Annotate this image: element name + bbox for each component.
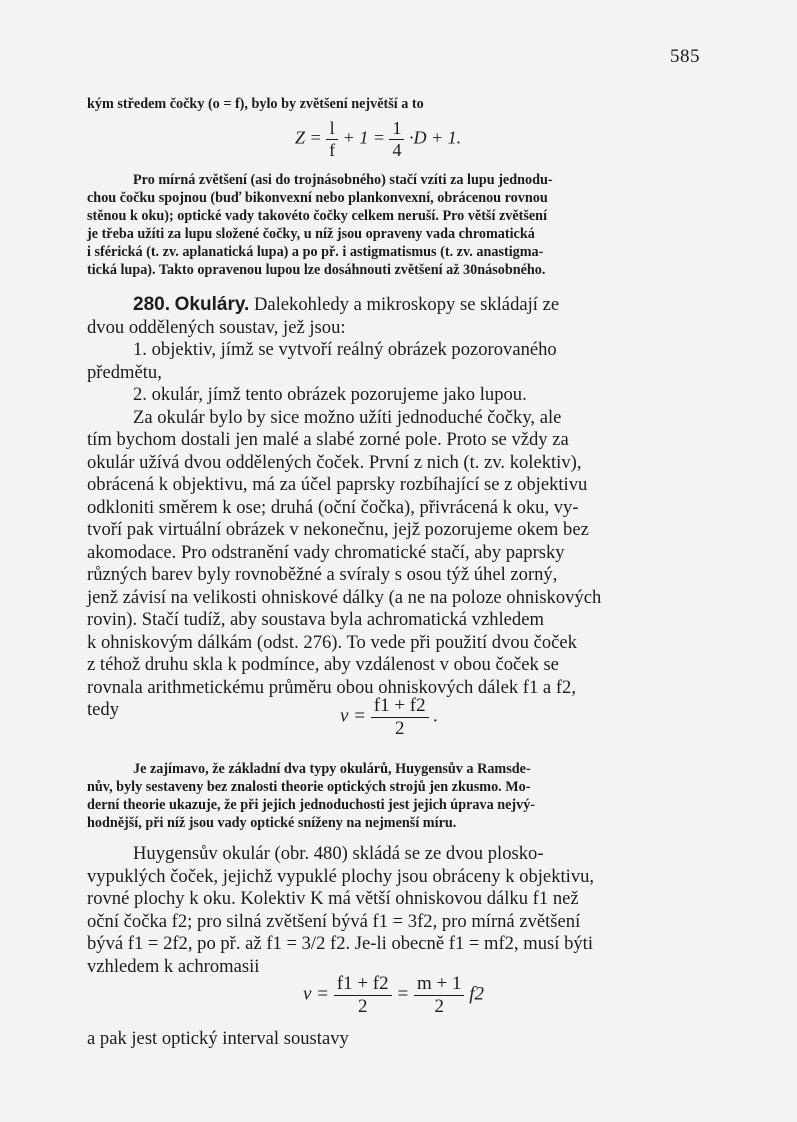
text-line: různých barev byly rovnoběžné a svíraly s osou týž úhel zorný,	[87, 564, 558, 585]
denominator: 2	[434, 995, 444, 1017]
text-line: bývá f1 = 2f2, po př. až f1 = 3/2 f2. Je-li obecně f1 = mf2, musí býti	[87, 933, 594, 954]
formula-lhs: v =	[303, 983, 330, 1005]
formula-distance	[340, 695, 438, 740]
text-line: kým středem čočky (o = f), bylo by zvětšení největší a to	[87, 96, 424, 112]
denominator: 2	[357, 995, 368, 1017]
numerator: l	[326, 118, 338, 140]
text-line: Je zajímavo, že základní dva typy okulárů, Huygensův a Ramsde-	[133, 761, 531, 777]
list-item-okular: 2. okulár, jímž tento obrázek pozorujeme jako lupou.	[133, 384, 527, 405]
text-line: tím bychom dostali jen malé a slabé zorné pole. Proto se vždy za	[87, 429, 569, 450]
intro-line	[87, 95, 711, 113]
formula-tail: f2	[469, 983, 484, 1005]
fraction	[371, 695, 429, 740]
denominator: f	[329, 139, 336, 160]
text-line: tedy	[87, 699, 120, 720]
paragraph-huygens	[87, 843, 711, 978]
section-number: 280.	[133, 294, 170, 315]
formula-tail: .	[433, 705, 439, 727]
fraction	[389, 118, 404, 160]
fraction	[334, 973, 392, 1018]
text-line: a pak jest optický interval soustavy	[87, 1028, 349, 1049]
text-line: Dalekohledy a mikroskopy se skládají ze	[253, 294, 560, 315]
text-line: k ohniskovým dálkám (odst. 276). To vede při použití dvou čoček	[87, 631, 577, 653]
text-line: akomodace. Pro odstranění vady chromatické stačí, aby paprsky	[87, 541, 565, 563]
closing-line	[87, 1028, 711, 1051]
paragraph-ocular-types	[87, 760, 711, 832]
text-line: Pro mírná zvětšení (asi do trojnásobného) stačí vzíti za lupu jednodu-	[133, 172, 553, 188]
numerator: m + 1	[414, 973, 465, 996]
text-line: chou čočku spojnou (buď bikonvexní nebo plankonvexní, obrácenou rovnou	[87, 190, 548, 206]
section-title: Okuláry.	[174, 294, 250, 315]
text-line: derní theorie ukazuje, že při jejich jednoduchosti jest jejich úprava nejvý-	[87, 797, 536, 813]
text-line: i sférická (t. zv. aplanatická lupa) a po př. i astigmatismus (t. zv. anastigma-	[87, 244, 544, 260]
text-line: dvou oddělených soustav, jež jsou:	[87, 316, 346, 338]
text-line: tvoří pak virtuální obrázek v nekonečnu, jejž pozorujeme okem bez	[87, 519, 589, 540]
numerator: 1	[389, 118, 404, 140]
text-line: vzhledem k achromasii	[87, 955, 260, 977]
formula-mid: + 1 =	[342, 127, 385, 148]
formula-achromasia	[303, 973, 484, 1018]
text-line: hodnější, při níž jsou vady optické sníženy na nejmenší míru.	[87, 815, 457, 831]
text-line: nův, byly sestaveny bez znalosti theorie optických strojů jen zkusmo. Mo-	[87, 779, 531, 795]
formula-eq: =	[396, 983, 410, 1005]
text-line: z téhož druhu skla k podmínce, aby vzdálenost v obou čoček se	[87, 654, 559, 675]
page-number: 585	[670, 46, 700, 67]
text-line: Za okulár bylo by sice možno užíti jednoduché čočky, ale	[133, 406, 562, 428]
numerator: f1 + f2	[334, 973, 392, 996]
text-line: vypuklých čoček, jejichž vypuklé plochy jsou obráceny k objektivu,	[87, 865, 595, 887]
text-line: rovnala arithmetickému průměru obou ohniskových dálek f1 a f2,	[87, 676, 576, 698]
fraction	[326, 118, 338, 160]
section-280	[87, 294, 711, 722]
text-line: stěnou k oku); optické vady takovéto čočky celkem neruší. Pro větší zvětšení	[87, 208, 548, 224]
text-line: obrácená k objektivu, má za účel paprsky rozbíhající se z objektivu	[87, 474, 588, 495]
numerator: f1 + f2	[371, 695, 429, 718]
formula-lhs: v =	[340, 705, 367, 727]
text-line: jenž závisí na velikosti ohniskové dálky (a ne na poloze ohniskových	[87, 586, 602, 608]
text-line: oční čočka f2; pro silná zvětšení bývá f1 = 3f2, pro mírná zvětšení	[87, 910, 581, 932]
formula-tail: ·D + 1.	[408, 127, 462, 148]
denominator: 2	[394, 717, 405, 739]
formula-lhs: Z =	[295, 127, 322, 148]
paragraph-lupa	[87, 171, 711, 279]
text-line: tická lupa). Takto opravenou lupou lze dosáhnouti zvětšení až 30násobného.	[87, 262, 546, 278]
text-line: okulár užívá dvou oddělených čoček. První z nich (t. zv. kolektiv),	[87, 451, 582, 473]
text-line: odkloniti směrem k ose; druhá (oční čočka), přivrácená k oku, vy-	[87, 496, 579, 518]
text-line: rovné plochy k oku. Kolektiv K má větší ohniskovou dálku f1 než	[87, 888, 579, 909]
fraction	[414, 973, 465, 1018]
text-line: rovin). Stačí tudíž, aby soustava byla achromatická vzhledem	[87, 609, 544, 630]
text-line: předmětu,	[87, 361, 162, 383]
denominator: 4	[392, 139, 402, 160]
text-line: Huygensův okulár (obr. 480) skládá se ze dvou plosko-	[133, 843, 544, 864]
formula-magnification	[295, 118, 461, 160]
list-item-objektiv: 1. objektiv, jímž se vytvoří reálný obrázek pozorovaného	[133, 339, 557, 360]
text-line: je třeba užíti za lupu složené čočky, u níž jsou opraveny vada chromatická	[87, 226, 535, 242]
